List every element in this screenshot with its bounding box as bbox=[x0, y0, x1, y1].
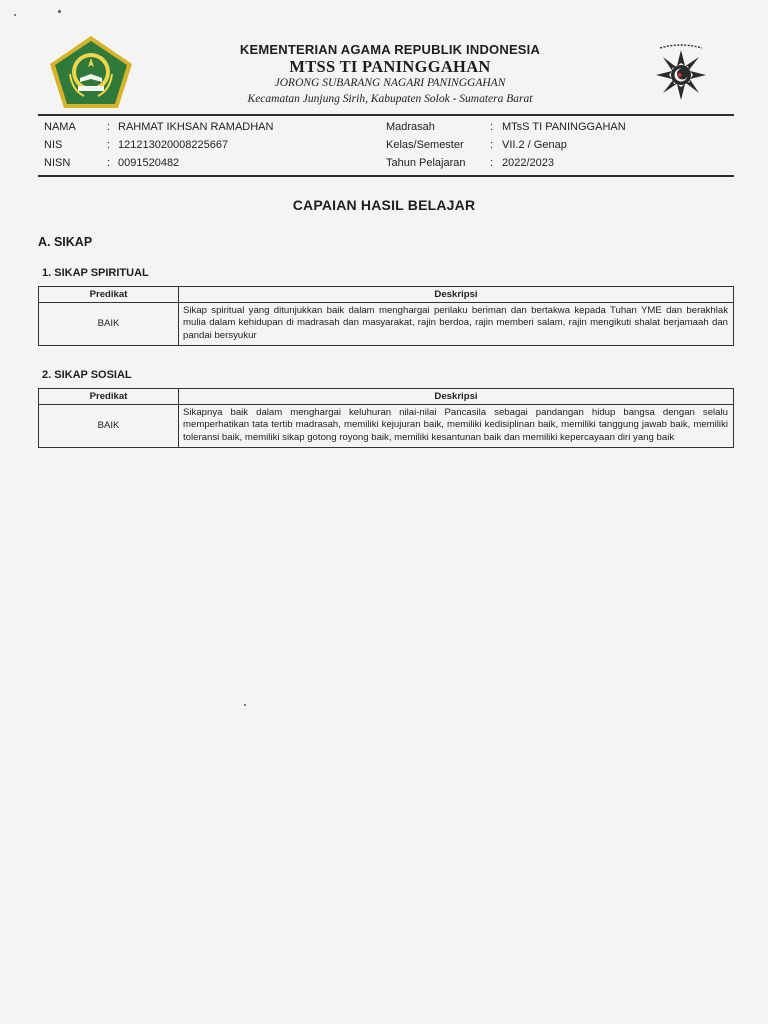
student-nisn: 0091520482 bbox=[118, 157, 180, 169]
predikat-value: BAIK bbox=[39, 303, 179, 346]
year-value: 2022/2023 bbox=[502, 157, 554, 169]
ministry-emblem-icon bbox=[48, 34, 134, 110]
table-row bbox=[39, 405, 734, 448]
separator: : bbox=[490, 121, 494, 133]
deskripsi-value: Sikapnya baik dalam menghargai keluhuran nilai-nilai Pancasila sebagai pandangan hidup bangsa dengan selalu memperhatikan tata tertib madrasah, memiliki kejujuran baik, memiliki kedisiplinan baik, memiliki tanggung jawab baik, memiliki toleransi baik, memiliki sikap gotong royong baik, memiliki kesantunan baik dan memiliki kepercayaan diri yang baik bbox=[179, 405, 734, 448]
column-header-deskripsi: Deskripsi bbox=[179, 389, 734, 405]
school-name: MTSS TI PANINGGAHAN bbox=[289, 57, 491, 76]
ministry-name: KEMENTERIAN AGAMA REPUBLIK INDONESIA bbox=[239, 42, 541, 57]
scan-speck bbox=[244, 704, 246, 706]
header-rule bbox=[38, 114, 734, 116]
column-header-predikat: Predikat bbox=[39, 389, 179, 405]
separator: : bbox=[107, 157, 111, 169]
student-name: RAHMAT IKHSAN RAMADHAN bbox=[118, 121, 274, 133]
column-header-deskripsi: Deskripsi bbox=[179, 287, 734, 303]
separator: : bbox=[490, 157, 494, 169]
year-label: Tahun Pelajaran bbox=[386, 157, 466, 169]
social-heading: 2. SIKAP SOSIAL bbox=[42, 369, 132, 381]
column-header-predikat: Predikat bbox=[39, 287, 179, 303]
separator: : bbox=[107, 121, 111, 133]
name-label: NAMA bbox=[44, 121, 76, 133]
student-nis: 121213020008225667 bbox=[118, 139, 229, 151]
nisn-label: NISN bbox=[44, 157, 71, 169]
madrasah-emblem-icon bbox=[650, 44, 712, 106]
separator: : bbox=[490, 139, 494, 151]
separator: : bbox=[107, 139, 111, 151]
class-label: Kelas/Semester bbox=[386, 139, 464, 151]
section-heading: A. SIKAP bbox=[38, 235, 93, 249]
scan-speck bbox=[58, 10, 61, 13]
address-line-2: Kecamatan Junjung Sirih, Kabupaten Solok - Sumatera Barat bbox=[247, 93, 533, 105]
table-row bbox=[39, 303, 734, 346]
page-title: CAPAIAN HASIL BELAJAR bbox=[292, 197, 476, 213]
class-value: VII.2 / Genap bbox=[502, 139, 567, 151]
address-line-1: JORONG SUBARANG NAGARI PANINGGAHAN bbox=[274, 77, 506, 89]
spiritual-table bbox=[38, 286, 734, 346]
madrasah-label: Madrasah bbox=[386, 121, 435, 133]
social-table bbox=[38, 388, 734, 448]
spiritual-heading: 1. SIKAP SPIRITUAL bbox=[42, 267, 149, 279]
predikat-value: BAIK bbox=[39, 405, 179, 448]
scan-speck bbox=[14, 14, 16, 16]
deskripsi-value: Sikap spiritual yang ditunjukkan baik dalam menghargai perilaku beriman dan bertakwa kepada Tuhan YME dan berakhlak mulia dalam kehidupan di madrasah dan masyarakat, rajin berdoa, rajin memberi salam, rajin mengikuti shalat berjamaah dan pandai bersyukur bbox=[179, 303, 734, 346]
nis-label: NIS bbox=[44, 139, 63, 151]
madrasah-value: MTsS TI PANINGGAHAN bbox=[502, 121, 626, 133]
identity-rule bbox=[38, 175, 734, 177]
